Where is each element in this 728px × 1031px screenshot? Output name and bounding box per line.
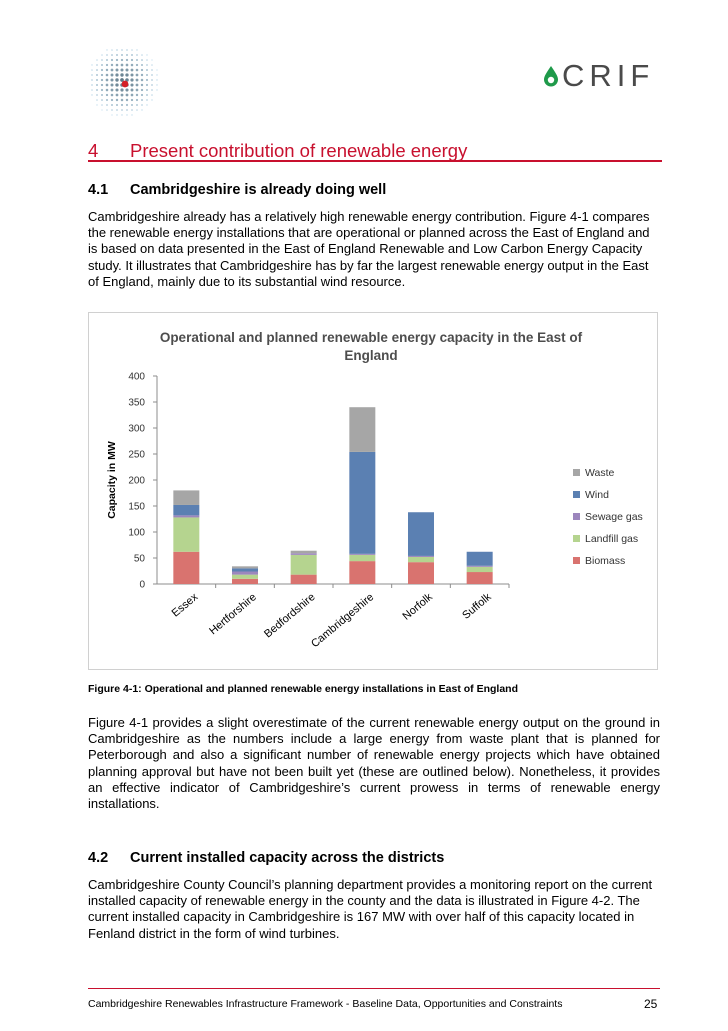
- bar-segment: [408, 556, 434, 557]
- y-axis-label: Capacity in MW: [106, 441, 118, 519]
- logo-dot: [121, 49, 123, 51]
- logo-dot: [111, 109, 113, 111]
- page-number: 25: [644, 997, 658, 1011]
- legend-label: Biomass: [585, 555, 626, 567]
- bar-segment: [291, 551, 317, 554]
- logo-dot: [141, 74, 143, 76]
- logo-dot: [106, 54, 108, 56]
- logo-dot: [101, 64, 103, 66]
- logo-dot: [130, 78, 133, 81]
- logo-dot: [101, 99, 103, 101]
- logo-dot: [131, 94, 134, 97]
- bar-segment: [232, 579, 258, 584]
- bar-segment: [173, 515, 199, 517]
- bar-segment: [408, 557, 434, 562]
- section-4-2-heading: [88, 850, 660, 868]
- logo-dot: [141, 69, 143, 71]
- logo-dot: [96, 94, 98, 96]
- legend-swatch: [573, 491, 580, 498]
- logo-dot: [131, 89, 134, 92]
- y-tick-label: 200: [128, 475, 145, 487]
- x-tick-label: Hertforshire: [207, 591, 259, 638]
- logo-dot: [101, 74, 103, 76]
- logo-dot: [136, 104, 138, 106]
- logo-dot: [126, 49, 128, 51]
- logo-dot: [136, 109, 138, 111]
- section-number: 4.2: [88, 850, 109, 866]
- logo-dot: [141, 54, 143, 56]
- y-tick-label: 400: [128, 371, 145, 383]
- logo-dot: [151, 84, 153, 86]
- logo-dot: [136, 69, 139, 72]
- bar-segment: [349, 555, 375, 561]
- logo-dot: [146, 89, 148, 91]
- logo-dot: [126, 59, 128, 61]
- logo-dot: [120, 68, 123, 71]
- logo-dot: [151, 64, 153, 66]
- logo-dot: [141, 59, 143, 61]
- logo-dot: [146, 74, 148, 76]
- logo-dot: [96, 69, 98, 71]
- logo-dot: [151, 99, 152, 100]
- logo-dot: [106, 99, 108, 101]
- logo-dot: [111, 49, 113, 51]
- logo-dot: [120, 88, 123, 91]
- logo-dot: [156, 84, 157, 85]
- chapter-number: 4: [88, 140, 99, 161]
- logo-dot: [116, 104, 118, 106]
- bar-segment: [232, 568, 258, 571]
- logo-dot: [146, 69, 148, 71]
- logo-dot: [126, 94, 129, 97]
- logo-dot: [96, 99, 98, 101]
- y-tick-label: 100: [128, 527, 145, 539]
- logo-dot: [96, 64, 98, 66]
- logo-dot: [116, 54, 118, 56]
- logo-dot: [111, 84, 114, 87]
- logo-dot: [101, 89, 103, 91]
- logo-dot: [121, 109, 123, 111]
- logo-dot: [141, 89, 143, 91]
- logo-dot: [106, 64, 108, 66]
- logo-dot: [115, 78, 118, 81]
- y-tick-label: 300: [128, 423, 145, 435]
- logo-dot: [156, 89, 157, 90]
- logo-dot: [115, 83, 118, 86]
- logo-dot: [146, 84, 148, 86]
- y-tick-label: 250: [128, 449, 145, 461]
- legend-swatch: [573, 469, 580, 476]
- logo-dot: [106, 59, 108, 61]
- logo-dot: [136, 79, 139, 82]
- footer-title: Cambridgeshire Renewables Infrastructure Framework - Baseline Data, Opportunities and Constraints: [88, 998, 563, 1010]
- logo-dot: [101, 109, 102, 110]
- logo-dot: [106, 74, 109, 77]
- logo-dot: [91, 94, 92, 95]
- bar-segment: [232, 566, 258, 568]
- logo-dot: [146, 104, 147, 105]
- logo-dot: [126, 69, 129, 72]
- logo-dot: [131, 59, 133, 61]
- bar-segment: [467, 552, 493, 566]
- logo-dot: [116, 69, 119, 72]
- bar-segment: [173, 552, 199, 584]
- logo-dot: [101, 94, 103, 96]
- logo-dot: [141, 64, 143, 66]
- chart-title: England: [344, 348, 398, 363]
- logo-dot: [126, 109, 128, 111]
- logo-dot: [136, 74, 139, 77]
- logo-dot: [116, 109, 118, 111]
- logo-dot: [141, 109, 142, 110]
- chapter-heading: [88, 140, 662, 162]
- logo-dot: [91, 89, 93, 91]
- logo-dot: [156, 79, 157, 80]
- bar-segment: [291, 575, 317, 584]
- logo-dot: [106, 104, 108, 106]
- logo-dot: [131, 54, 133, 56]
- logo-dot: [126, 64, 129, 67]
- brand-logo: [543, 58, 654, 94]
- logo-dot: [96, 104, 97, 105]
- logo-dot: [126, 99, 128, 101]
- legend-swatch: [573, 535, 580, 542]
- logo-dot: [126, 54, 128, 56]
- logo-dot: [96, 84, 98, 86]
- legend-label: Waste: [585, 467, 615, 479]
- logo-dot: [111, 89, 114, 92]
- logo-dot: [101, 69, 103, 71]
- section-4-2-body: Cambridgeshire County Council’s planning department provides a monitoring report on the current installed capacity of renewable energy in the county and the data is illustrated in Figure 4-2. The current installed capacity in Cambridgeshire is 167 MW with over half of this capacity located in Fenland district in the form of wind turbines.: [88, 877, 653, 941]
- logo-dot: [111, 114, 112, 115]
- logo-dot: [111, 99, 113, 101]
- legend-label: Sewage gas: [585, 511, 643, 523]
- bar-segment: [467, 566, 493, 567]
- logo-dot: [121, 94, 124, 97]
- logo-dot: [106, 94, 108, 96]
- legend-label: Wind: [585, 489, 609, 501]
- logo-dot: [156, 69, 157, 70]
- logo-dot: [146, 54, 147, 55]
- logo-center-dot: [122, 81, 129, 88]
- x-tick-label: Bedfordshire: [262, 591, 318, 641]
- chart-frame: [88, 312, 658, 670]
- logo-dot: [111, 64, 113, 66]
- y-tick-label: 50: [133, 553, 145, 565]
- logo-dot: [116, 94, 119, 97]
- y-tick-label: 150: [128, 501, 145, 513]
- logo-dot: [136, 64, 138, 66]
- bar-segment: [291, 555, 317, 575]
- logo-dot: [151, 69, 153, 71]
- bar-segment: [349, 561, 375, 584]
- y-tick-label: 350: [128, 397, 145, 409]
- x-tick-label: Suffolk: [460, 591, 494, 622]
- logo-dot: [121, 104, 123, 106]
- logo-dot: [106, 109, 108, 111]
- logo-dot: [111, 59, 113, 61]
- legend-swatch: [573, 557, 580, 564]
- logo-dot: [91, 69, 93, 71]
- bar-segment: [173, 490, 199, 505]
- bar-segment: [173, 517, 199, 551]
- logo-dot: [111, 69, 114, 72]
- logo-dot: [101, 84, 103, 86]
- logo-dot: [91, 64, 92, 65]
- logo-dot: [106, 49, 107, 50]
- logo-dot: [141, 94, 143, 96]
- logo-dot: [106, 69, 108, 71]
- logo-dot: [131, 104, 133, 106]
- logo-dot: [116, 114, 117, 115]
- logo-dot: [131, 99, 133, 101]
- leaf-drop-icon: [543, 65, 559, 87]
- logo-dot: [131, 64, 134, 67]
- logo-dot: [136, 54, 138, 56]
- logo-dot: [121, 59, 123, 61]
- legend-swatch: [573, 513, 580, 520]
- bar-segment: [349, 452, 375, 554]
- bar-segment: [408, 562, 434, 584]
- x-tick-label: Norfolk: [400, 591, 435, 623]
- logo-dot: [101, 79, 103, 81]
- logo-dot: [96, 59, 98, 61]
- logo-dot: [116, 64, 119, 67]
- logo-dot: [115, 73, 118, 76]
- bar-segment: [173, 505, 199, 515]
- logo-dot: [146, 94, 148, 96]
- bar-segment: [349, 554, 375, 555]
- section-title: Cambridgeshire is already doing well: [130, 182, 387, 198]
- logo-dot: [146, 59, 148, 61]
- logo-dot: [111, 54, 113, 56]
- logo-dot: [101, 59, 103, 61]
- logo-dot: [126, 104, 128, 106]
- figure-discussion-paragraph: Figure 4-1 provides a slight overestimate of the current renewable energy output on the ground in Cambridgeshire as the numbers include a large energy from waste plant that is planned for Peterborough and also a significant number of renewable energy projects which have obtained planning approval but have not been built yet (these are outlined below). Nonetheless, it provides an effective indicator of Cambridgeshire’s current prowess in terms of renewable energy installations.: [88, 715, 660, 812]
- logo-dot: [116, 59, 118, 61]
- logo-dot: [151, 89, 153, 91]
- logo-dot: [121, 114, 122, 115]
- logo-dot: [110, 78, 113, 81]
- logo-dot: [106, 89, 109, 92]
- stacked-bar-chart: [89, 313, 657, 669]
- logo-dot: [131, 109, 133, 111]
- logo-dot: [125, 88, 128, 91]
- logo-dot: [121, 64, 124, 67]
- logo-dot: [141, 99, 143, 101]
- section-4-1-body: Cambridgeshire already has a relatively high renewable energy contribution. Figure 4-1 compares the renewable energy installations that are operational or planned across the East of England and is based on data presented in the East of England Renewable and Low Carbon Energy Capacity study. It illustrates that Cambridgeshire has by far the largest renewable energy output in the East of England, mainly due to its substantial wind resource.: [88, 209, 650, 289]
- figure-caption: Figure 4-1: Operational and planned renewable energy installations in East of England: [88, 683, 518, 695]
- bar-segment: [291, 553, 317, 555]
- logo-dot: [96, 79, 98, 81]
- section-4-1-heading: [88, 182, 660, 200]
- logo-dot: [91, 84, 93, 86]
- logo-dot: [121, 99, 124, 102]
- logo-dot: [121, 54, 123, 56]
- logo-dot: [131, 69, 134, 72]
- logo-dot: [151, 79, 153, 81]
- logo-dot: [106, 84, 109, 87]
- logo-dot: [136, 84, 139, 87]
- section-title: Current installed capacity across the districts: [130, 850, 445, 866]
- logo-dot: [141, 84, 143, 86]
- sphere-dots-logo: [84, 42, 162, 120]
- logo-dot: [141, 104, 143, 106]
- logo-dot: [136, 94, 138, 96]
- logo-dot: [146, 79, 148, 81]
- logo-dot: [96, 89, 98, 91]
- logo-dot: [125, 73, 128, 76]
- logo-dot: [131, 114, 132, 115]
- logo-dot: [106, 79, 109, 82]
- bar-segment: [467, 572, 493, 584]
- logo-dot: [111, 74, 114, 77]
- logo-dot: [111, 94, 114, 97]
- logo-dot: [136, 89, 139, 92]
- bar-segment: [232, 572, 258, 575]
- bar-segment: [349, 407, 375, 452]
- section-number: 4.1: [88, 182, 109, 198]
- logo-dot: [146, 64, 148, 66]
- logo-dot: [116, 99, 118, 101]
- logo-dot: [116, 49, 118, 51]
- x-tick-label: Cambridgeshire: [309, 591, 377, 651]
- logo-dot: [146, 99, 148, 101]
- logo-dot: [136, 49, 137, 50]
- chart-title: Operational and planned renewable energy capacity in the East of: [159, 330, 583, 345]
- logo-dot: [115, 88, 118, 91]
- logo-dot: [120, 73, 123, 76]
- logo-dot: [91, 79, 93, 81]
- logo-dot: [101, 104, 103, 106]
- logo-dot: [130, 83, 133, 86]
- chapter-title: Present contribution of renewable energy: [130, 140, 468, 161]
- logo-dot: [151, 59, 152, 60]
- y-tick-label: 0: [139, 579, 145, 591]
- logo-dot: [151, 94, 153, 96]
- bar-segment: [232, 575, 258, 579]
- logo-dot: [141, 79, 144, 82]
- legend-label: Landfill gas: [585, 533, 639, 545]
- logo-dot: [156, 74, 157, 75]
- logo-dot: [136, 59, 138, 61]
- logo-dot: [126, 114, 127, 115]
- x-tick-label: Essex: [169, 591, 201, 620]
- logo-dot: [111, 104, 113, 106]
- logo-dot: [130, 73, 133, 76]
- logo-dot: [136, 99, 138, 101]
- logo-dot: [91, 74, 93, 76]
- logo-dot: [96, 74, 98, 76]
- logo-dot: [101, 54, 103, 56]
- bar-segment: [467, 567, 493, 572]
- footer-divider: [88, 988, 660, 989]
- brand-name: CRIF: [562, 58, 655, 93]
- logo-dot: [151, 74, 153, 76]
- logo-dot: [131, 49, 133, 51]
- bar-segment: [408, 512, 434, 556]
